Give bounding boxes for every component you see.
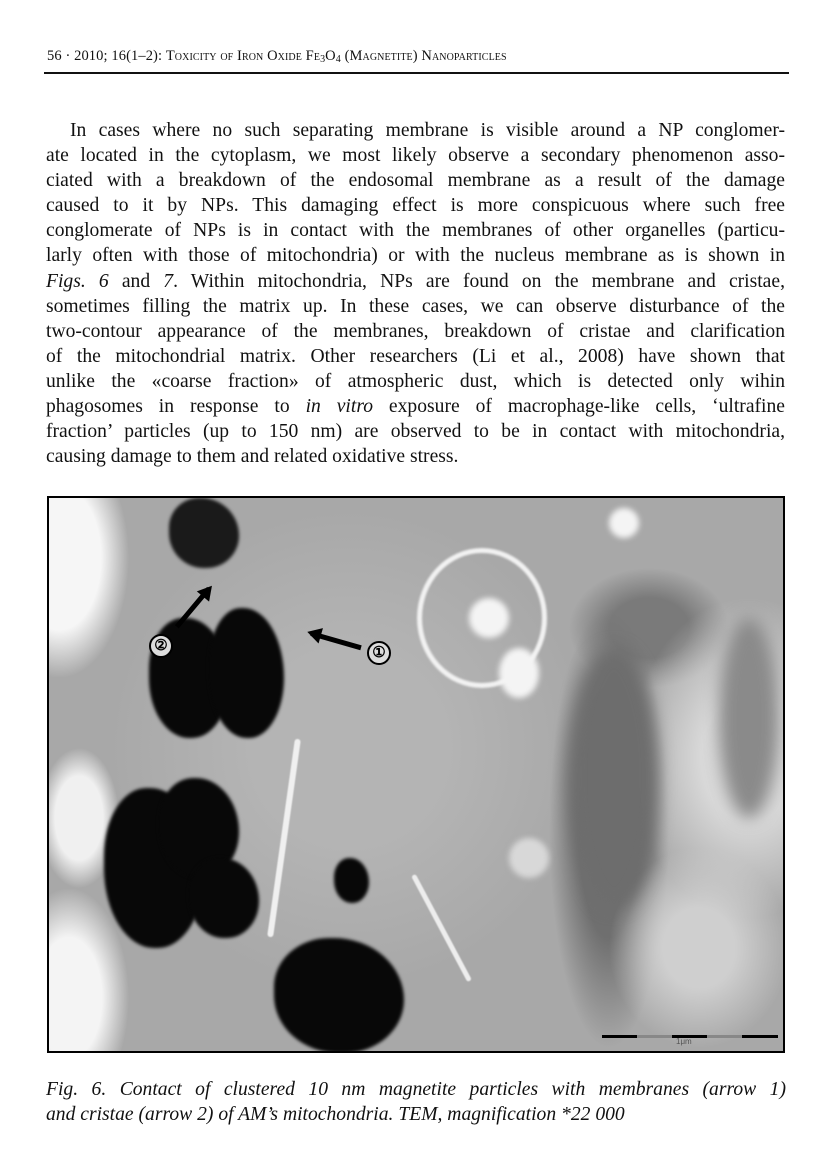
- vacuole: [509, 838, 549, 878]
- scale-label: 1μm: [676, 1037, 692, 1046]
- marker-2: ②: [149, 634, 173, 658]
- text-line: unlike the «coarse fraction» of atmospheric dust, which is detected only wihin: [46, 370, 785, 392]
- dense-region: [569, 648, 659, 908]
- text-line: ate located in the cytoplasm, we most likely observe a secondary phenomenon asso-: [46, 145, 785, 167]
- italic-term: in vitro: [305, 396, 374, 418]
- caption-line: and cristae (arrow 2) of AM’s mitochondria. TEM, magnification *22 000: [46, 1103, 625, 1125]
- vacuole: [609, 508, 639, 538]
- text-line: caused to it by NPs. This damaging effect is more conspicuous where such free: [46, 195, 785, 217]
- dense-region: [719, 618, 779, 818]
- vacuole: [469, 598, 509, 638]
- text-line: Figs. 6 and 7. Within mitochondria, NPs are found on the membrane and cristae,: [46, 270, 785, 292]
- text-line: causing damage to them and related oxidative stress.: [46, 446, 459, 468]
- text-line: sometimes filling the matrix up. In these cases, we can observe disturbance of the: [46, 295, 785, 317]
- running-head: [47, 48, 789, 65]
- page-number: 56: [47, 48, 62, 64]
- text-line: conglomerate of NPs is in contact with the membranes of other organelles (particu-: [46, 220, 785, 242]
- text-line: two-contour appearance of the membranes, breakdown of cristae and clarification: [46, 320, 785, 342]
- text-line: of the mitochondrial matrix. Other researchers (Li et al., 2008) have shown that: [46, 345, 785, 367]
- marker-1: ①: [367, 641, 391, 665]
- text-line: phagosomes in response to in vitro exposure of macrophage-like cells, ‘ultrafine: [46, 396, 785, 418]
- vacuole: [499, 648, 539, 698]
- figure-reference: Figs. 6: [46, 270, 109, 292]
- separator: ·: [65, 48, 71, 64]
- text-line: In cases where no such separating membrane is visible around a NP conglomer-: [70, 120, 785, 141]
- figure-reference: 7: [163, 270, 174, 292]
- micrograph-texture: [49, 498, 783, 1051]
- figure-caption: [46, 1078, 786, 1127]
- running-title: Toxicity of Iron Oxide $Fe_3O_4$ (Magnetite) Nanoparticles: [165, 48, 507, 65]
- text-line: fraction’ particles (up to 150 nm) are observed to be in contact with mitochondria,: [46, 421, 785, 443]
- tem-micrograph: [47, 496, 785, 1053]
- citation: 2010; 16(1–2):: [74, 48, 163, 64]
- body-paragraph: [46, 118, 785, 469]
- text-line: ciated with a breakdown of the endosomal membrane as a result of the damage: [46, 170, 785, 192]
- header-rule: [44, 72, 789, 74]
- nanoparticle-cluster: [334, 858, 369, 903]
- text-line: larly often with those of mitochondria) or with the nucleus membrane as is shown in: [46, 245, 785, 267]
- caption-line: Fig. 6. Contact of clustered 10 nm magnetite particles with membranes (arrow 1): [46, 1079, 786, 1100]
